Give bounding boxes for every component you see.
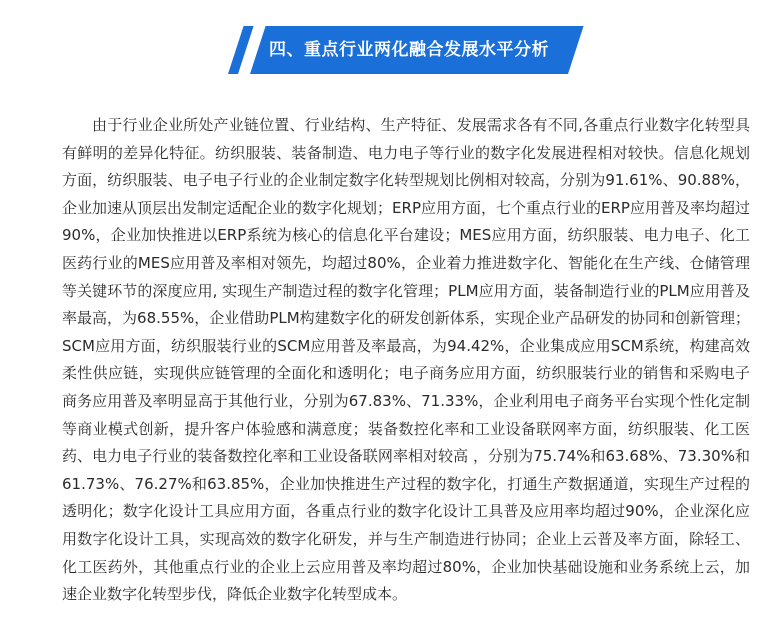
article-paragraph: 由于行业企业所处产业链位置、行业结构、生产特征、发展需求各有不同,各重点行业数字化转型具有鲜明的差异化特征。纺织服装、装备制造、电力电子等行业的数字化发展进程相对较快。信息化规划方面，纺织服装、电子电子行业的企业制定数字化转型规划比例相对较高，分别为91.61%、90.88%，企业加速从顶层出发制定适配企业的数字化规划；ERP应用方面，七个重点行业的ERP应用普及率均超过90%，企业加快推进以ERP系统为核心的信息化平台建设；MES应用方面，纺织服装、电力电子、化工医药行业的MES应用普及率相对领先，均超过80%，企业着力推进数字化、智能化在生产线、仓储管理等关键环节的深度应用, 实现生产制造过程的数字化管理；PLM应用方面，装备制造行业的PLM应用普及率最高，为68.55%，企业借助PLM构建数字化的研发创新体系，实现企业产品研发的协同和创新管理；SCM应用方面，纺织服装行业的SCM应用普及率最高，为94.42%，企业集成应用SCM系统，构建高效柔性供应链，实现供应链管理的全面化和透明化；电子商务应用方面，纺织服装行业的销售和采购电子商务应用普及率明显高于其他行业，分别为67.83%、71.33%，企业利用电子商务平台实现个性化定制等商业模式创新，提升客户体验感和满意度；装备数控化率和工业设备联网率方面，纺织服装、化工医药、电力电子行业的装备数控化率和工业设备联网率相对较高 ，分别为75.74%和63.68%、73.30%和61.73%、76.27%和63.85%，企业加快推进生产过程的数字化，打通生产数据通道，实现生产过程的透明化；数字化设计工具应用方面，各重点行业的数字化设计工具普及应用率均超过90%，企业深化应用数字化设计工具，实现高效的数字化研发，并与生产制造进行协同；企业上云普及率方面，除轻工、化工医药外，其他重点行业的企业上云应用普及率均超过80%，企业加快基础设施和业务系统上云，加速企业数字化转型步伐，降低企业数字化转型成本。 [62,116,750,604]
section-title: 四、重点行业两化融合发展水平分析 [269,40,549,60]
section-heading-banner [228,26,576,74]
